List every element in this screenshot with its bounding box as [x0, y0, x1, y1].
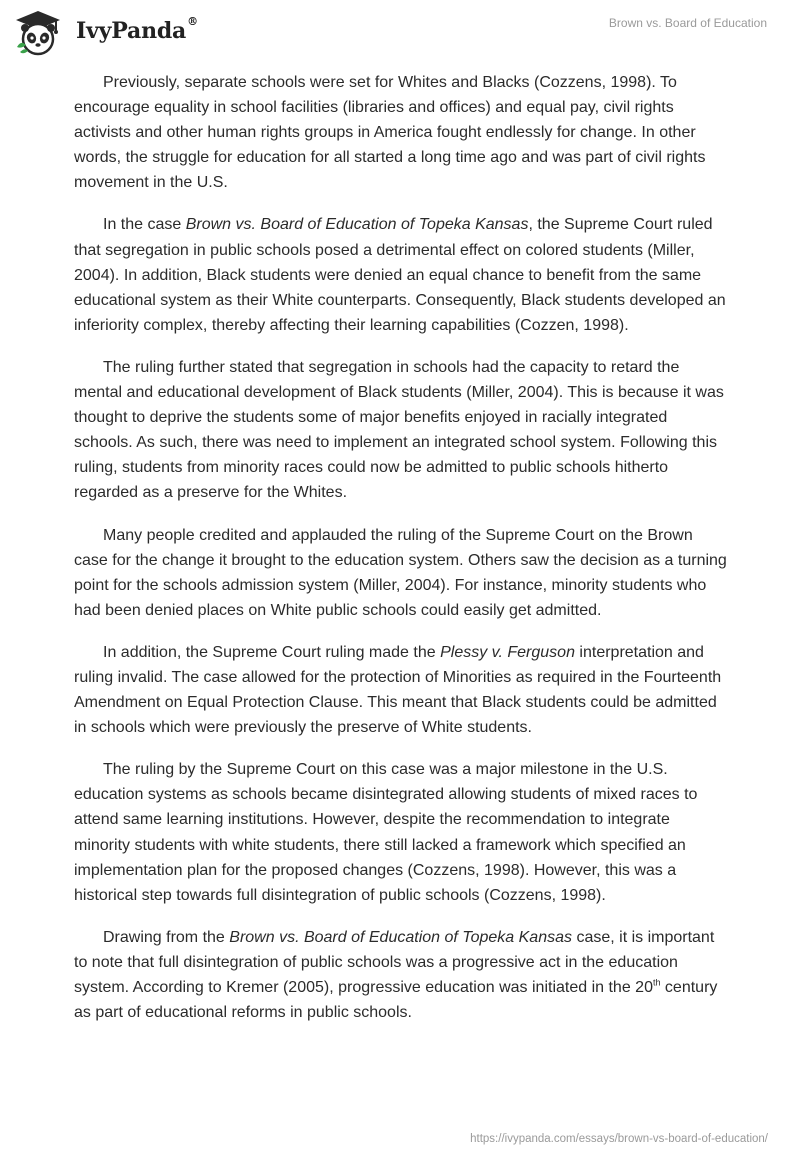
paragraph-6: The ruling by the Supreme Court on this case was a major milestone in the U.S. education systems as schools became disintegrated allowing students of mixed races to attend same learning institutions. However, despite the recommendation to integrate minority students with white students, there still lacked a framework which specified an implementation plan for the proposed changes (Cozzens, 1998). However, this was a historical step towards full disintegration of public schools (Cozzens, 1998).: [74, 761, 698, 904]
paragraph-4: Many people credited and applauded the ruling of the Supreme Court on the Brown case for the change it brought to the education system. Others saw the decision as a turning point for the schools admission system (Miller, 2004). For instance, minority students who had been denied places on White public schools could easily get admitted.: [74, 526, 727, 619]
document-title: Brown vs. Board of Education: [608, 16, 767, 30]
page-header: [0, 0, 800, 70]
ordinal-superscript: th: [652, 977, 661, 988]
case-title-italic: Plessy v. Ferguson: [440, 643, 575, 661]
registered-mark: ®: [187, 15, 198, 28]
paragraph-3: The ruling further stated that segregation in schools had the capacity to retard the mental and educational development of Black students (Miller, 2004). This is because it was thought to deprive the students some of major benefits enjoyed in racially integrated schools. As such, there was need to implement an integrated school system. Following this ruling, students from minority races could now be admitted to public schools hitherto regarded as a preserve for the Whites.: [74, 358, 724, 502]
case-title-italic: Brown vs. Board of Education of Topeka Kansas: [229, 928, 572, 946]
case-title-italic: Brown vs. Board of Education of Topeka Kansas: [185, 216, 529, 234]
paragraph-5: In addition, the Supreme Court ruling made the Plessy v. Ferguson interpretation and ruling invalid. The case allowed for the protection of Minorities as required in the Fourteenth Amendment on Equal Protection Clause. This meant that Black students could be admitted in schools which were previously the preserve of White students.: [74, 643, 722, 737]
brand-name[interactable]: IvyPanda®: [76, 15, 198, 44]
source-url[interactable]: https://ivypanda.com/essays/brown-vs-board-of-education/: [470, 1133, 768, 1145]
paragraph-2: In the case Brown vs. Board of Education of Topeka Kansas, the Supreme Court ruled that segregation in public schools posed a detrimental effect on colored students (Miller, 2004). In addition, Black students were denied an equal chance to benefit from the same educational system as their White counterparts. Consequently, Black students developed an inferiority complex, thereby affecting their learning capabilities (Cozzen, 1998).: [74, 216, 726, 334]
essay-body: [74, 70, 730, 1042]
paragraph-1: Previously, separate schools were set for Whites and Blacks (Cozzens, 1998). To encourage equality in school facilities (libraries and offices) and equal pay, civil rights activists and other human rights groups in America fought endlessly for change. In other words, the struggle for education for all started a long time ago and was part of civil rights movement in the U.S.: [74, 74, 706, 192]
panda-graduation-cap-icon[interactable]: [14, 9, 62, 57]
paragraph-7: Drawing from the Brown vs. Board of Education of Topeka Kansas case, it is important to note that full disintegration of public schools was a progressive act in the education system. According to Kremer (2005), progressive education was initiated in the 20th century as part of educational reforms in public schools.: [74, 928, 718, 1022]
